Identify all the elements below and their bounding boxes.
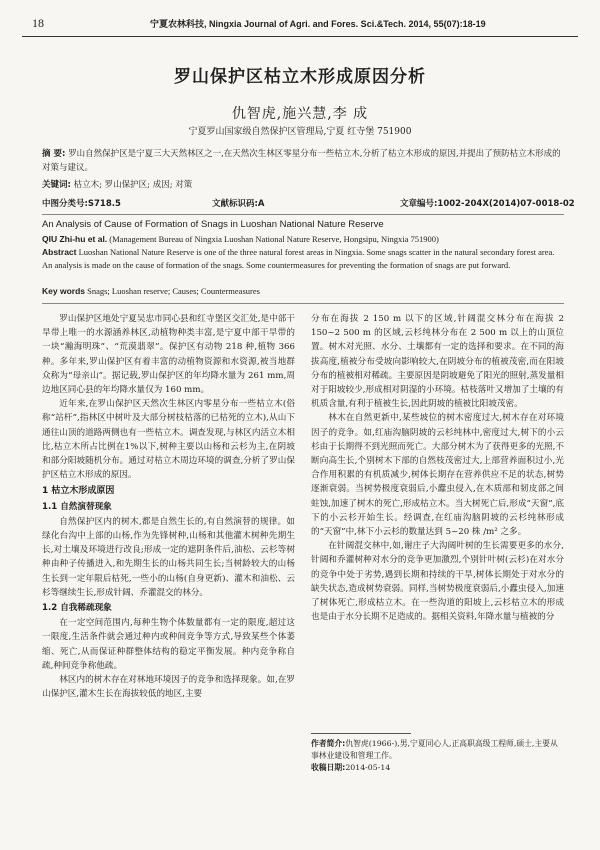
paragraph: 近年来,在罗山保护区天然次生林区内零星分布一些枯立木(俗称“站杆”,指林区中树叶及大部分树枝枯落的已枯死的立木),从山下通往山顶的道路两侧也有一些枯立木。调查发现,与林区内活立木相比,枯立木所占比例在1%以下,树种主要以山杨和云杉为主,在阴坡和部分阳坡随机分布。通过对枯立木周边环境的调查,分析了罗山保护区枯立木形成的原因。 bbox=[42, 399, 295, 481]
footnote-rule bbox=[311, 733, 411, 734]
journal-citation: 宁夏农林科技, Ningxia Journal of Agri. and Fores. Sci.&Tech. 2014, 55(07):18-19 bbox=[150, 19, 486, 29]
keywords-label: 关键词: bbox=[42, 180, 71, 190]
english-keywords-label: Key words bbox=[42, 286, 85, 296]
divider bbox=[42, 303, 564, 304]
english-authors bbox=[42, 233, 564, 246]
english-author-names: QIU Zhi-hu et al. bbox=[42, 234, 108, 244]
received-date bbox=[311, 762, 564, 774]
subsection-heading: 1.1 自然演替现象 bbox=[42, 501, 112, 512]
author-list: 仇智虎,施兴慧,李 成 bbox=[231, 106, 369, 122]
received-label: 收稿日期: bbox=[311, 763, 346, 772]
footnote bbox=[311, 738, 564, 774]
abstract-text: 罗山自然保护区是宁夏三大天然林区之一,在天然次生林区零星分布一些枯立木,分析了枯立木形成的原因,并提出了预防枯立木形成的对策与建议。 bbox=[42, 149, 561, 173]
english-abstract-text: Luoshan National Nature Reserve is one of the three natural forest areas in Ningxia. Some snags scatter in the natural secondary forest area. An analysis is made on the cause of formation of the snags. Some countermeasures for preventing the formation of snags are put forward. bbox=[42, 247, 555, 270]
english-affiliation: (Management Bureau of Ningxia Luoshan National Nature Reserve, Hongsipu, Ningxia 751900) bbox=[109, 234, 439, 244]
paragraph: 自然保护区内的树木,都是自然生长的,有自然演替的规律。如绿化台沟中上部的山杨,作为先锋树种,山杨和其他灌木树种先期生长,对土壤及环境进行改良;形成一定的遮阴条件后,油松、云杉等树种由种子传播进入,和先期生长的山杨共同生长;当树龄较大的山杨生长到一定年限后枯死,一些小的山杨(自身更新)、灌木和油松、云杉等继续生长,形成针阔、乔灌混交的林分。 bbox=[42, 516, 295, 598]
paragraph: 在针阔混交林中,如,谢庄子大沟阔叶树的生长需要更多的水分,针阔和乔灌树种对水分的竞争更加激烈,个别针叶树(云杉)在对水分的竞争中处于劣势,遇到长期和持续的干旱,树体长期处于对水分的缺失状态,造成树势衰弱。同样,当树势极度衰弱后,小蠹虫侵入,加速了树体死亡,形成枯立木。在一些沟道的阳坡上,云杉枯立木的形成也是由于水分长期不足造成的。据相关资料,年降水量与植被的分 bbox=[311, 541, 564, 623]
received-text: 2014-05-14 bbox=[345, 763, 391, 772]
header-rule bbox=[22, 36, 578, 37]
page-number: 18 bbox=[32, 16, 44, 30]
english-abstract bbox=[42, 246, 564, 271]
article-title: 罗山保护区枯立木形成原因分析 bbox=[174, 67, 426, 87]
keywords bbox=[42, 178, 564, 192]
article-number: 文章编号:1002-204X(2014)07-0018-02 bbox=[400, 199, 575, 209]
abstract-label: 摘 要: bbox=[42, 149, 66, 159]
left-column bbox=[42, 312, 295, 701]
running-header bbox=[22, 14, 578, 32]
section-heading: 1 枯立木形成原因 bbox=[42, 486, 115, 497]
affiliation: 宁夏罗山国家级自然保护区管理局,宁夏 红寺堡 751900 bbox=[188, 127, 412, 137]
divider bbox=[42, 214, 564, 215]
author-bio bbox=[311, 738, 564, 762]
author-bio-text: 仇智虎(1966-),男,宁夏同心人,正高职高级工程师,硕士,主要从事林业建设和管理工作。 bbox=[311, 739, 558, 760]
subsection-heading: 1.2 自我稀疏现象 bbox=[42, 603, 112, 614]
classification-row bbox=[42, 197, 575, 211]
english-abstract-label: Abstract bbox=[42, 247, 77, 257]
english-title: An Analysis of Cause of Formation of Snags in Luoshan National Nature Reserve bbox=[42, 219, 384, 230]
abstract bbox=[42, 147, 564, 175]
english-keywords bbox=[42, 285, 564, 298]
paragraph: 林区内的树木存在对林地环境因子的竞争和选择现象。如,在罗山保护区,灌木生长在海拔较低的地区,主要 bbox=[42, 675, 295, 700]
keywords-text: 枯立木; 罗山保护区; 成因; 对策 bbox=[73, 180, 193, 190]
author-bio-label: 作者简介: bbox=[311, 739, 346, 748]
paragraph: 罗山保护区地处宁夏吴忠市同心县和红寺堡区交汇处,是中部干旱带上唯一的水源涵养林区,动植物种类丰富,是宁夏中部干旱带的一块“瀚海明珠”、“荒漠翡翠”。保护区有动物 218 种,植物 366 种。多年来,罗山保护区有着丰富的动植物资源和水资源,被当地群众称为“母亲山”。据记载,罗山保护区的年均降水量为 261 mm,周边地区同心县的年均降水量仅为 160 mm。 bbox=[42, 314, 295, 396]
paragraph: 分布在海拔 2 150 m 以下的区域,针阔混交林分布在海拔 2 150~2 500 m 的区域,云杉纯林分布在 2 500 m 以上的山顶位置。树木对光照、水分、土壤都有一定的选择和要求。在不同的海拔高度,植被分布受坡向影响较大,在阴坡分布的植被茂密,而在阳坡分布的植被相对稀疏。主要原因是阴坡避免了阳光的照射,蒸发量相对于阳坡较少,形成相对阴湿的小环境。枯枝落叶又增加了土壤的有机质含量,有利于植被生长,因此阴坡的植被比阳坡茂密。 bbox=[311, 314, 564, 410]
clc-number: 中图分类号:S718.5 bbox=[42, 199, 121, 209]
right-column bbox=[311, 312, 564, 624]
english-keywords-text: Snags; Luoshan reserve; Causes; Countermeasures bbox=[87, 286, 260, 296]
paragraph: 林木在自然更新中,某些坡位的树木密度过大,树木存在对环境因子的竞争。如,红庙沟脑阴坡的云杉纯林中,密度过大,树下的小云杉由于长期得不到光照而死亡。大部分树木为了获得更多的光照,不断向高生长,个别树木下部的自然枝茂密过大,上部营养面积过小,光合作用积累的有机质减少,树体长期存在营养供应不足的状态,树势逐渐衰弱。当树势极度衰弱后,小蠹虫侵入,在木质部和韧皮部之间蛀蚀,加速了树木的死亡,形成枯立木。当大树死亡后,形成“天窗”,底下的小云杉开始生长。经调查,在红庙沟脑阴坡的云杉纯林形成的“天窗”中,林下小云杉的数量达到 5~20 株 /m² 之多。 bbox=[311, 413, 564, 538]
document-code: 文献标识码:A bbox=[212, 199, 265, 209]
paragraph: 在一定空间范围内,每种生物个体数量都有一定的限度,超过这一限度,生活条件就会通过种内或种间竞争等方式,导致某些个体萎缩、死亡,从而保证种群整体结构的稳定平衡发展。种内竞争称自疏,种间竞争称他疏。 bbox=[42, 618, 295, 671]
